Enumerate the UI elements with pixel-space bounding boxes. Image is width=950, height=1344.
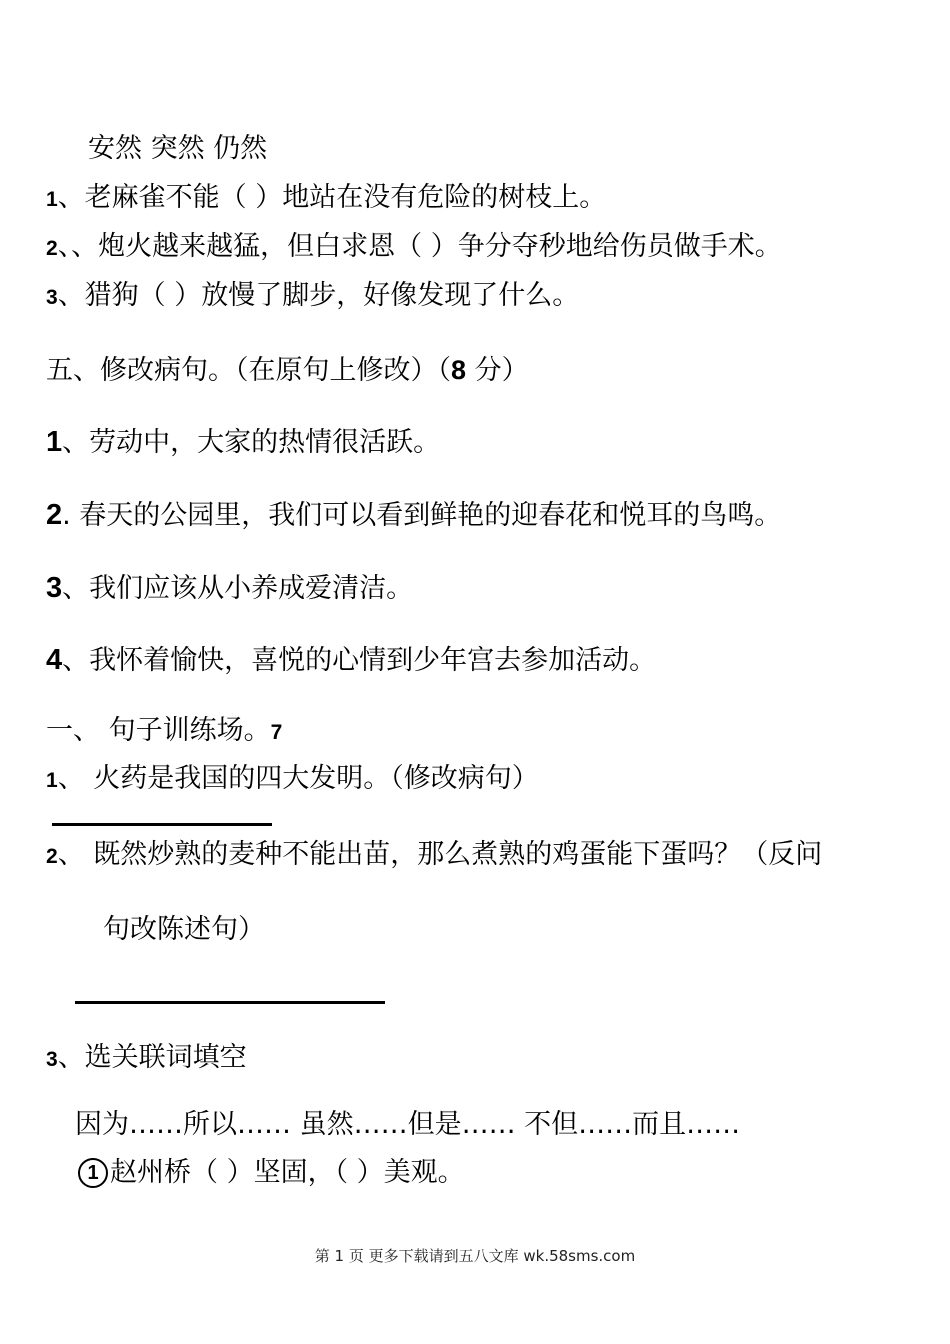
- item-text: 、我怀着愉快，喜悦的心情到少年宫去参加活动。: [62, 645, 657, 676]
- item-text: 赵州桥（ ）坚固，（ ）美观。: [110, 1157, 465, 1188]
- fill-item-3: [46, 278, 579, 316]
- item-number: 3: [46, 286, 58, 309]
- answer-line-2: [75, 1001, 385, 1004]
- section1-item-3: [46, 1040, 247, 1078]
- heading-text: 一、 句子训练场。: [46, 715, 271, 746]
- circled-number: 1: [78, 1158, 108, 1188]
- item-text: 、 火药是我国的四大发明。（修改病句）: [57, 763, 539, 794]
- section5-item-4: [46, 642, 656, 679]
- answer-line-1: [52, 823, 272, 826]
- item-number: 2: [46, 845, 58, 868]
- item-number: 1: [46, 188, 58, 211]
- item-number: 3: [46, 572, 63, 604]
- heading-text: 五、修改病句。（在原句上修改）（: [46, 355, 451, 386]
- section5-item-2: [46, 497, 781, 534]
- fill-item-1: [46, 180, 606, 218]
- section1-item-1: [46, 761, 539, 799]
- item-text: 、我们应该从小养成爱清洁。: [62, 573, 414, 604]
- fill-item-2: [46, 229, 782, 267]
- item-text: 、选关联词填空: [57, 1042, 247, 1073]
- page-footer: 第 1 页 更多下载请到五八文库 wk.58sms.com: [314, 1247, 636, 1265]
- item-text: 、劳动中，大家的热情很活跃。: [62, 427, 441, 458]
- section1-item-2: [46, 837, 822, 875]
- heading-text-end: 分）: [466, 355, 529, 386]
- circled-item: [78, 1155, 465, 1191]
- item-number: 2: [46, 237, 58, 260]
- item-number: 1: [46, 426, 63, 458]
- word-bank-2: 因为……所以…… 虽然……但是…… 不但……而且……: [75, 1109, 741, 1140]
- section5-item-3: [46, 570, 413, 607]
- section5-item-1: [46, 424, 440, 461]
- item-text: . 春天的公园里，我们可以看到鲜艳的迎春花和悦耳的鸟鸣。: [62, 500, 782, 531]
- item-number: 2: [46, 499, 63, 531]
- item-text: 、、炮火越来越猛，但白求恩（ ）争分夺秒地给伤员做手术。: [57, 231, 782, 262]
- item-number: 1: [46, 769, 58, 792]
- section5-heading: [46, 352, 529, 389]
- word-bank-1: 安然 突然 仍然: [88, 133, 268, 164]
- section1-heading: [46, 713, 282, 751]
- item-text: 、猎狗（ ）放慢了脚步，好像发现了什么。: [57, 280, 580, 311]
- item-text: 、 既然炒熟的麦种不能出苗，那么煮熟的鸡蛋能下蛋吗？（反问: [57, 839, 823, 870]
- heading-score: 7: [270, 721, 283, 744]
- item-text: 、老麻雀不能（ ）地站在没有危险的树枝上。: [57, 182, 607, 213]
- heading-score: 8: [451, 355, 467, 385]
- item-number: 3: [46, 1048, 58, 1071]
- section1-item-2-cont: 句改陈述句）: [103, 914, 265, 945]
- item-number: 4: [46, 644, 63, 676]
